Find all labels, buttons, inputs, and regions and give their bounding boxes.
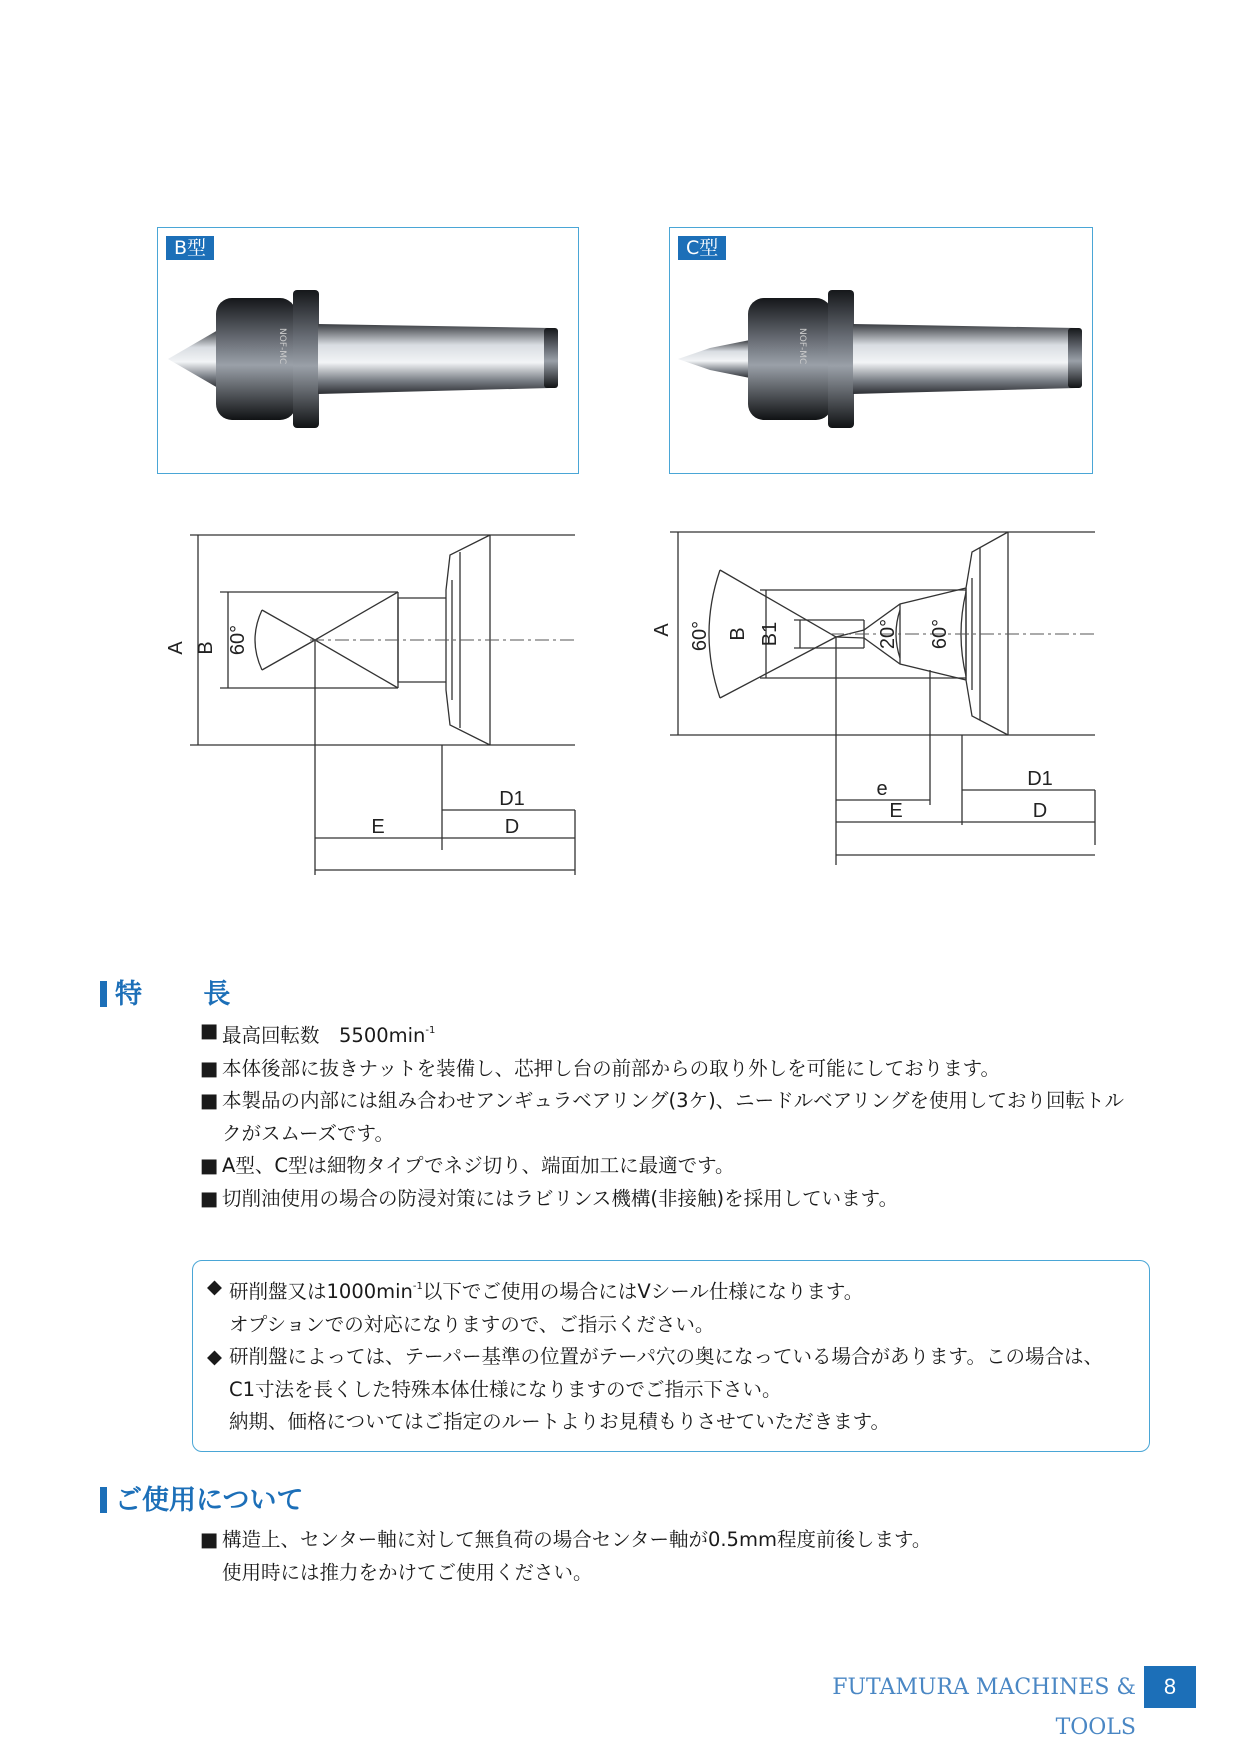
drawing-c-angle-20: 20° — [877, 618, 899, 650]
drawing-c-angle-60: 60° — [929, 618, 951, 650]
square-bullet-icon: ■ — [200, 1186, 219, 1210]
note-item: ◆ 研削盤又は$1000\min^{-1}$以下でご使用の場合にはVシール仕様になります。 — [207, 1271, 1149, 1309]
heading-bar — [100, 1487, 107, 1513]
photo-c-marking: NOF-MC — [797, 328, 807, 365]
drawing-c-angle-outer: 60° — [689, 620, 711, 652]
feature-item: ■ 本製品の内部には組み合わせアンギュラベアリング(3ケ)、ニードルベアリングを使用しており回転トルクがスムーズです。 — [200, 1085, 1142, 1150]
photo-frame-c — [669, 227, 1093, 474]
feature-list — [200, 1015, 1160, 1215]
live-center-b-image — [158, 228, 578, 473]
square-bullet-icon: ■ — [200, 1528, 219, 1551]
square-bullet-icon: ■ — [200, 1154, 219, 1177]
drawing-b-dim-d: D — [504, 816, 520, 838]
feature-item: ■ A型、C型は細物タイプでネジ切り、端面加工に最適です。 — [200, 1150, 1160, 1183]
drawing-b-dim-b: B — [195, 641, 217, 655]
square-bullet-icon: ■ — [200, 1056, 219, 1080]
drawing-c-dim-b1: B1 — [759, 621, 781, 647]
drawing-b-dim-d1: D1 — [499, 788, 525, 810]
photo-frame-b — [157, 227, 579, 474]
live-center-c-image — [670, 228, 1092, 473]
drawing-c-dim-e-small: e — [876, 778, 888, 800]
drawing-b-dim-e: E — [371, 816, 385, 838]
drawing-c-dim-d1: D1 — [1027, 768, 1053, 790]
dimension-drawing-b — [160, 520, 600, 890]
drawing-c-dim-e: E — [889, 800, 903, 822]
usage-item: ■ 構造上、センター軸に対して無負荷の場合センター軸が0.5mm程度前後します。 — [200, 1524, 1160, 1557]
page-number: 8 — [1144, 1666, 1196, 1708]
drawing-c-dim-a: A — [651, 623, 673, 637]
feature-item: ■ 本体後部に抜きナットを装備し、芯押し台の前部からの取り外しを可能にしております。 — [200, 1053, 1160, 1086]
drawing-b-angle: 60° — [227, 624, 249, 656]
note-item: ◆ 研削盤によっては、テーパー基準の位置がテーパ穴の奥になっている場合があります。この場合は、 — [207, 1341, 1149, 1374]
drawing-c-dim-d: D — [1032, 800, 1048, 822]
photo-c-label: C型 — [678, 236, 726, 260]
feature-item: ■ 切削油使用の場合の防浸対策にはラビリンス機構(非接触)を採用しています。 — [200, 1183, 1160, 1216]
footer-brand: FUTAMURA MACHINES & TOOLS — [832, 1675, 1136, 1740]
note-line: 納期、価格についてはご指定のルートよりお見積もりさせていただきます。 — [229, 1410, 891, 1433]
usage-heading: ご使用について — [100, 1484, 303, 1518]
square-bullet-icon: ■ — [200, 1089, 219, 1112]
photo-b-label: B型 — [166, 236, 214, 260]
usage-line: 使用時には推力をかけてご使用ください。 — [222, 1560, 593, 1584]
diamond-bullet-icon: ◆ — [207, 1345, 222, 1368]
diamond-bullet-icon: ◆ — [207, 1275, 222, 1298]
dimension-drawing-c — [651, 520, 1100, 870]
note-line: オプションでの対応になりますので、ご指示ください。 — [229, 1312, 715, 1336]
square-bullet-icon: ■ — [200, 1019, 219, 1042]
notes-box — [192, 1260, 1150, 1452]
drawing-b-dim-a: A — [165, 641, 187, 655]
note-line: C1寸法を長くした特殊本体仕様になりますのでご指示下さい。 — [229, 1377, 782, 1401]
features-heading: 特 長 — [100, 978, 256, 1012]
drawing-c-dim-b: B — [727, 627, 749, 641]
heading-bar — [100, 981, 107, 1007]
feature-item: ■ 最高回転数 $5500\min^{-1}$ — [200, 1015, 1160, 1053]
photo-b-marking: NOF-MC — [277, 328, 287, 365]
usage-list — [200, 1524, 1160, 1589]
